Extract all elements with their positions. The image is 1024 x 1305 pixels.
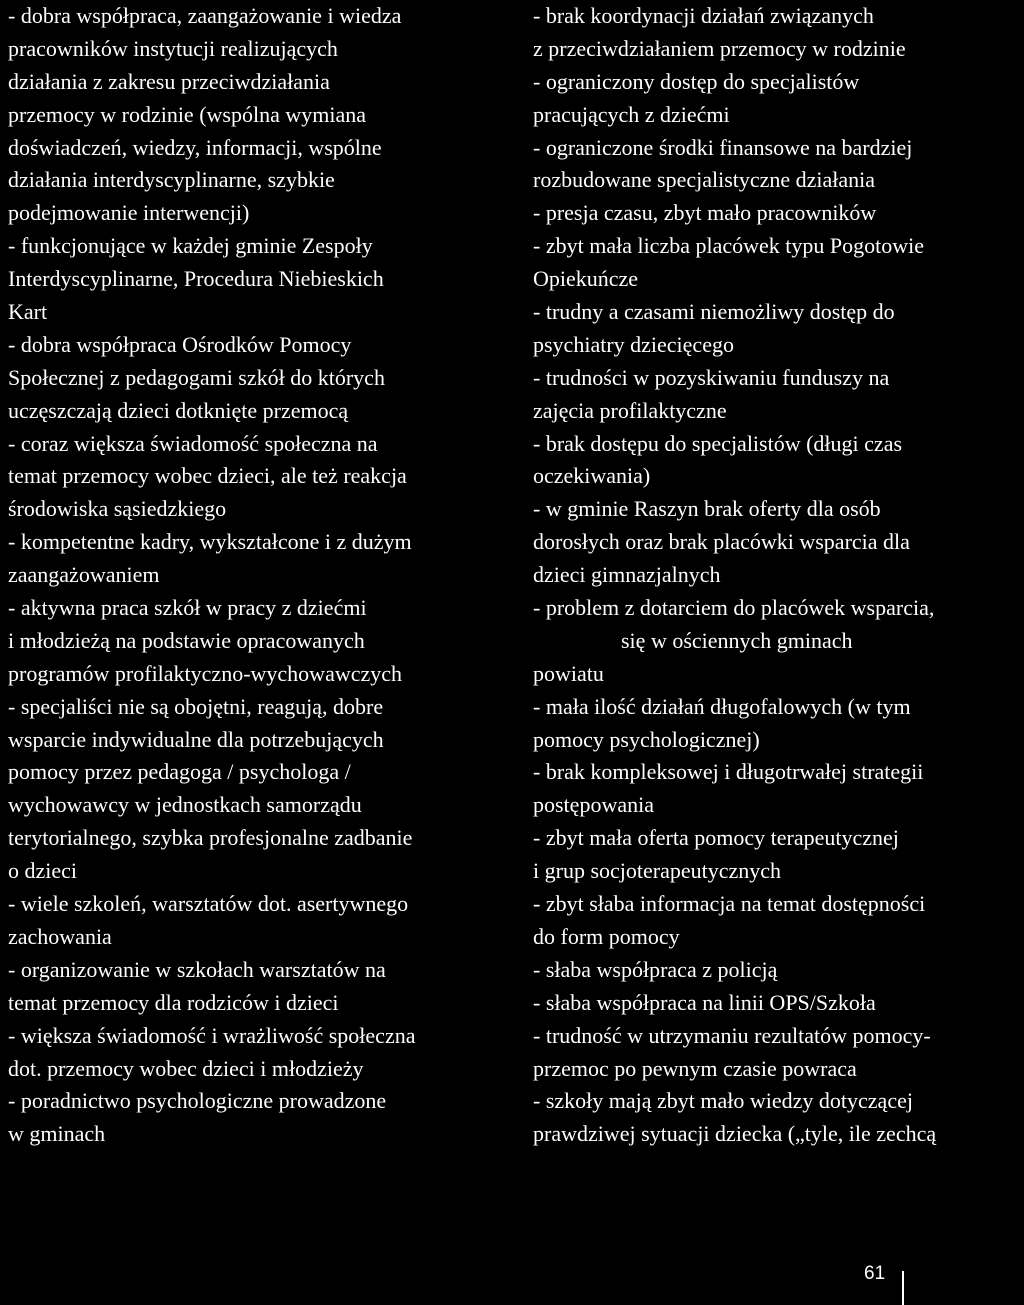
right-column-line: dorosłych oraz brak placówki wsparcia dla (533, 529, 910, 555)
right-column-line: pracujących z dziećmi (533, 101, 730, 127)
right-column-line: psychiatry dziecięcego (533, 331, 734, 357)
left-column-line: wsparcie indywidualne dla potrzebujących (8, 726, 384, 752)
right-column-line: - ograniczony dostęp do specjalistów (533, 68, 860, 94)
left-column-line: temat przemocy wobec dzieci, ale też reakcja (8, 463, 407, 489)
left-column-line: - coraz większa świadomość społeczna na (8, 430, 378, 456)
page-number-divider (902, 1271, 904, 1305)
left-column-line: o dzieci (8, 858, 78, 884)
right-column-line: - trudności w pozyskiwaniu funduszy na (533, 364, 890, 390)
left-column-line: - aktywna praca szkół w pracy z dziećmi (8, 595, 367, 621)
left-column-line: - wiele szkoleń, warsztatów dot. asertywnego (8, 891, 409, 917)
left-column-line: pracowników instytucji realizujących (8, 35, 338, 61)
right-column-line: i grup socjoterapeutycznych (533, 858, 782, 884)
page-number: 61 (864, 1263, 886, 1284)
left-column-line: wychowawcy w jednostkach samorządu (8, 792, 362, 818)
left-column-line: zachowania (8, 923, 112, 949)
left-column-line: - poradnictwo psychologiczne prowadzone (8, 1088, 387, 1114)
right-column-line: powiatu (533, 660, 604, 686)
right-column-line: zajęcia profilaktyczne (533, 397, 727, 423)
left-column-line: działania interdyscyplinarne, szybkie (8, 167, 335, 193)
right-column-line: - brak kompleksowej i długotrwałej strategii (533, 759, 924, 785)
right-column-line: - mała ilość działań długofalowych (w tym (533, 693, 911, 719)
left-column-line: - organizowanie w szkołach warsztatów na (8, 956, 386, 982)
right-column-line: do form pomocy (533, 923, 680, 949)
right-column-line: - w gminie Raszyn brak oferty dla osób (533, 496, 881, 522)
left-column-line: - kompetentne kadry, wykształcone i z dużym (8, 529, 412, 555)
right-column-line: - ograniczone środki finansowe na bardziej (533, 134, 913, 160)
right-column-line: z przeciwdziałaniem przemocy w rodzinie (533, 35, 906, 61)
left-column-line: - dobra współpraca, zaangażowanie i wiedza (8, 3, 402, 28)
right-column-line: oczekiwania) (533, 463, 651, 489)
right-column-line: - brak koordynacji działań związanych (533, 3, 874, 28)
right-column-line: się w ościennych gminach (533, 627, 853, 653)
left-column-line: pomocy przez pedagoga / psychologa / (8, 759, 351, 785)
right-column-line: - słaba współpraca na linii OPS/Szkoła (533, 989, 876, 1015)
left-column-line: - funkcjonujące w każdej gminie Zespoły (8, 233, 373, 259)
left-column-line: uczęszczają dzieci dotknięte przemocą (8, 397, 349, 423)
left-column-line: temat przemocy dla rodziców i dzieci (8, 989, 339, 1015)
right-column-line: - zbyt mała oferta pomocy terapeutycznej (533, 825, 899, 851)
right-column-line: prawdziwej sytuacji dziecka („tyle, ile zechcą (533, 1121, 937, 1147)
left-column-line: podejmowanie interwencji) (8, 200, 250, 226)
left-column-line: terytorialnego, szybka profesjonalne zadbanie (8, 825, 413, 851)
left-column-line: Społecznej z pedagogami szkół do których (8, 364, 385, 390)
right-column-line: - zbyt mała liczba placówek typu Pogotowie (533, 233, 924, 259)
right-column-line: - zbyt słaba informacja na temat dostępności (533, 891, 926, 917)
left-column-line: środowiska sąsiedzkiego (8, 496, 227, 522)
left-column-line: Interdyscyplinarne, Procedura Niebieskich (8, 266, 384, 292)
right-column-line: - słaba współpraca z policją (533, 956, 778, 982)
right-column-line: - problem z dotarciem do placówek wsparcia, (533, 595, 935, 621)
right-column-line: - trudność w utrzymaniu rezultatów pomocy- (533, 1022, 931, 1048)
left-column-line: zaangażowaniem (8, 562, 160, 588)
right-column-line: dzieci gimnazjalnych (533, 562, 721, 588)
left-column-line: doświadczeń, wiedzy, informacji, wspólne (8, 134, 382, 160)
right-column-line: - szkoły mają zbyt mało wiedzy dotyczącej (533, 1088, 913, 1114)
right-column (533, 0, 1023, 1151)
left-column-line: - specjaliści nie są obojętni, reagują, dobre (8, 693, 384, 719)
right-column-line: - trudny a czasami niemożliwy dostęp do (533, 299, 895, 325)
left-column-line: Kart (8, 299, 48, 325)
right-column-line: przemoc po pewnym czasie powraca (533, 1055, 857, 1081)
right-column-line: rozbudowane specjalistyczne działania (533, 167, 876, 193)
right-column-line: pomocy psychologicznej) (533, 726, 760, 752)
left-column-line: - dobra współpraca Ośrodków Pomocy (8, 331, 352, 357)
left-column-line: - większa świadomość i wrażliwość społeczna (8, 1022, 416, 1048)
right-column-line: Opiekuńcze (533, 266, 639, 292)
right-column-line: postępowania (533, 792, 654, 818)
left-column-line: przemocy w rodzinie (wspólna wymiana (8, 101, 366, 127)
right-column-line: - presja czasu, zbyt mało pracowników (533, 200, 877, 226)
left-column-line: programów profilaktyczno-wychowawczych (8, 660, 403, 686)
left-column-line: dot. przemocy wobec dzieci i młodzieży (8, 1055, 364, 1081)
left-column-line: w gminach (8, 1121, 106, 1147)
left-column (8, 0, 508, 1151)
left-column-line: działania z zakresu przeciwdziałania (8, 68, 330, 94)
right-column-line: - brak dostępu do specjalistów (długi czas (533, 430, 903, 456)
left-column-line: i młodzieżą na podstawie opracowanych (8, 627, 365, 653)
